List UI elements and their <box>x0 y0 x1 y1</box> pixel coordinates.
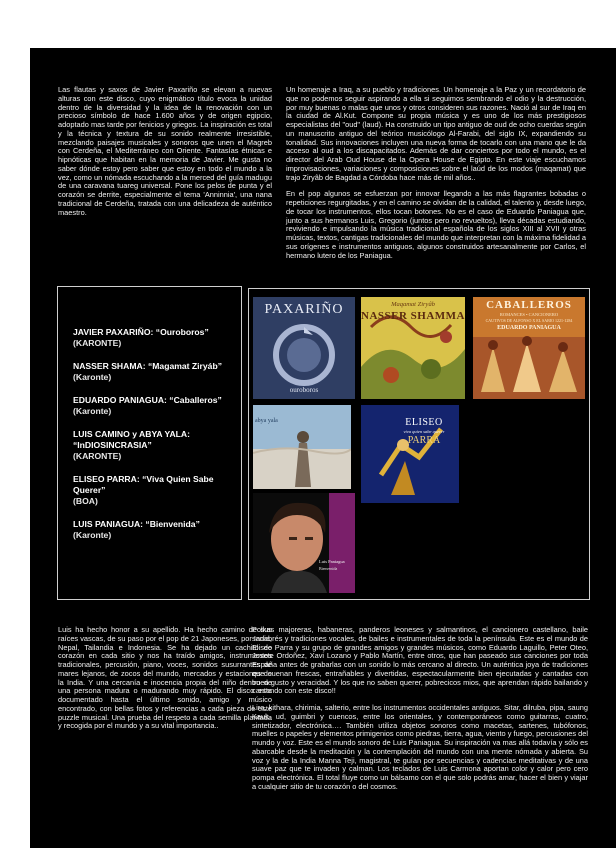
cover-eliseo-name: ELISEO <box>405 417 443 428</box>
review-paxarino-column <box>58 86 272 225</box>
release-item <box>73 361 229 383</box>
review-luis-paniagua-column <box>58 626 272 739</box>
cover-abya-yala-image <box>253 405 351 489</box>
cover-paxarino-subtitle: ouroboros <box>289 386 319 394</box>
cover-luis-name: Luis Paniagua <box>319 559 345 564</box>
review-luis-camino-text: Luis ha hecho honor a su apellido. Ha hecho camino de sus raíces vascas, de su paso por el pop de 21 Japoneses, por India, Nepal, Tailandia e Indonesia. Se ha dejado un cachito de corazón en cada sitio y nos ha traído amigos, instrumentos tradicionales, percusión, piano, voces, sonidos susurrantes de mares lejanos, de zocos del mundo, mercados y estaciones de la India. Y una cercanía e inocencia propia del niño dentro de una persona madura o madurando muy rápido. El disco esta documentado hasta el último sonido, amigo y músico encontrado, con bellas fotos y referencias a cada pieza de este puzzle musical. Una prueba del respeto a cada semilla plantada y recogida por el mundo y a su vital importancia.. <box>58 625 272 731</box>
cover-luis-paniagua-image <box>253 493 355 593</box>
release-artist: NASSER SHAMA: <box>73 361 148 371</box>
cover-caballeros-artist: EDUARDO PANIAGUA <box>497 325 561 331</box>
cover-paxarino-title: PAXARIÑO <box>264 302 344 317</box>
release-artist: ELISEO PARRA: <box>73 474 143 484</box>
cover-eliseo-parra-image <box>361 405 459 503</box>
release-title: “Bienvenida” <box>145 519 200 529</box>
release-title: “Ouroboros” <box>155 327 209 337</box>
release-label: (KARONTE) <box>73 451 122 461</box>
cover-abya-yala-title: abya yala <box>255 418 278 424</box>
release-label: (Karonte) <box>73 530 112 540</box>
cover-shamma-top: Maqamat Ziryâb <box>391 301 435 308</box>
review-shamma-text: Un homenaje a Iraq, a su pueblo y tradiciones. Un homenaje a la Paz y un recordatorio de que no podemos seguir aspirando a ella si seguimos sembrando el odio y la destrucción, por muy buenas o malas que unos y otros consideren sus razones. Nació al sur de Iraq en la ciudad de Al.Kut. Compone su propia música y es uno de los más prestigiosos especialistas del "oud" (laud). Ha construido un tipo antiguo de oud de ocho cuerdas según un manuscrito antiguo del teórico musicólogo Al-Farabi, del siglo IX, expandiendo su tonalidad. Sus innovaciones incluyen una nueva forma de tocarlo con una mano que le da acceso al oud a los discapacitados. Además de dar conciertos por todo el mundo, es el director del Arab Oud House de la Opera House de Egipto. En este viaje escuchamos improvisaciones, variaciones y composiciones sobre el laúd de los modos (maqamat) que trajo Ziryâb de Bagdad a Córdoba hace más de mil años.. <box>286 85 586 182</box>
release-item <box>73 395 229 417</box>
release-label: (Karonte) <box>73 372 112 382</box>
release-label: (KARONTE) <box>73 338 122 348</box>
release-artist: EDUARDO PANIAGUA: <box>73 395 170 405</box>
release-title: “InDIOSINCRASIA” <box>73 440 152 450</box>
review-column-eliseo-luis <box>252 626 588 800</box>
cover-paxarino-image <box>253 297 355 399</box>
review-paxarino-text: Las flautas y saxos de Javier Paxariño se elevan a nuevas alturas con este disco, cuyo enigmático título evoca la unidad dentro de la diversidad y la idea de la renovación con un precioso símbolo de hace 1.600 años y de origen egipcio, adoptado mas tarde por fenicios y griegos. La inspiración es total y la técnica y textura de su sonido realmente irresistible, mezclando paisajes musicales y sonoros que unen el Magreb con Cerdeña, el Mediterráneo con Oriente. Fantasías étnicas e hipnóticas que habitan en la memoria de Javier. Me gusta no saber dónde estoy pero saber que estoy en todo el mundo a la vez, como un nómada escuchando a la merced del guía madugu de una caravana tuareg universal. Pone los pelos de punta y el corazón se derrite, especialmente el tema 'Anninnia', una nana tradicional de Cerdeña, tratada con una delicadeza de auténtico maestro. <box>58 85 272 217</box>
cover-luis-title: Bienvenida <box>319 566 338 571</box>
release-artist: JAVIER PAXARIÑO: <box>73 327 156 337</box>
release-title: “Caballeros” <box>169 395 222 405</box>
release-artist: LUIS CAMINO y ABYA YALA: <box>73 429 190 439</box>
cover-eliseo-tag: viva quien sabe querer <box>403 429 445 434</box>
release-list-box <box>57 286 242 600</box>
cover-eliseo-surname: PARRA <box>407 435 441 446</box>
release-item <box>73 519 229 541</box>
cover-caballeros-title: CABALLEROS <box>486 299 572 311</box>
review-luis-paniagua-text: Lira, kithara, chirimia, salterio, entre los instrumentos occidentales antiguos. Sitar, dilruba, pipa, saung Kauk, ud, guimbri y cuencos, entre los orientales, y contemporáneos como guitarras, cuatro, sintetizador, electrónica…. También utiliza objetos sonoros como macetas, sartenes, tubófonos, muelles o papeles y elementos primigenios como piedras, tierra, agua, viento y fuego, percusiones del mundo y voz. Este es el mundo sonoro de Luis Paniagua. Su inspiración va mas allá todavía y sólo es abarcable desde la meditación y la contemplación del mundo con una mente nómada y abierta. Su voz y la de la India Manna Teji, magistral, te guían por secuencias y cadencias meditativas y de una suave paz que te invaden y calman. Los teclados de Luis Carmona aportan color y calor pero cero pompa electrónica. El total fluye como un bálsamo con el que solo podrás amar, hacer el bien y viajar a cualquier sitio de tu corazón o del cosmos. <box>252 703 588 791</box>
album-covers-box <box>248 288 590 600</box>
cover-caballeros-line2: CAUTIVOS DE ALFONSO X EL SABIO 1221-1284 <box>485 318 573 323</box>
review-column-shamma-paniagua <box>286 86 586 268</box>
release-label: (Karonte) <box>73 406 112 416</box>
magazine-page <box>30 48 616 848</box>
release-item <box>73 327 229 349</box>
cover-caballeros-line1: ROMANCES • CANCIONERO <box>499 312 559 317</box>
cover-luis-paniagua-art <box>253 493 355 593</box>
release-title: “Magamat Ziryáb” <box>147 361 222 371</box>
release-title: “Viva Quien Sabe Querer” <box>73 474 214 495</box>
release-item <box>73 429 229 462</box>
cover-shamma-title: NASSER SHAMMA <box>361 310 465 322</box>
release-artist: LUIS PANIAGUA: <box>73 519 146 529</box>
cover-shamma-image <box>361 297 465 399</box>
review-eliseo-parra-text: Polkas majoreras, habaneras, panderos leoneses y salmantinos, el cancionero castellano, baile sanabrés y tradiciones vocales, de bailes e instrumentales de toda la península. Este es el mundo de Eliseo Parra y su grupo de grandes amigos y grandes músicos, como Eduardo Laguillo, Peter Oteo, Josete Ordoñez, Xavi Lozano y Pablo Martín, entre otros, que han paseado sus canciones por toda España antes de grabarlas con un sonido lo más cercano al directo. Un auténtica joya de tradiciones que suenan frescas, entrañables y divertidas, espectacularmente bien ejecutadas y cantadas con buen gusto y veracidad. Y los que no saben querer, pobrecicos mios, que aprendan rápido bailando y cantando con este disco!! <box>252 625 588 696</box>
review-eduardo-paniagua-text: En el pop algunos se esfuerzan por innovar llegando a las más flagrantes bobadas o repeticiones regurgitadas, y en el camino se olvidan de la calidad, el talento y, desde luego, de tocar los instrumentos, ellos tocan botones. No es el caso de Eduardo Paniagua que, junto a sus hermanos Luis, Gregorio (juntos pero no revueltos), lleva décadas estudiando, reviviendo e impulsando la música tradicional española de los siglos XIII al XVII y otras músicas, textos, cantigas tradicionales del mundo que interpretan con la máxima fidelidad a sus orígenes e instrumentos antiguos, algunos construidos artesanalmente por Carlos, el hermano lutero de los Paniagua. <box>286 189 586 260</box>
release-item <box>73 474 229 507</box>
release-list <box>73 327 229 553</box>
cover-caballeros-image <box>473 297 585 399</box>
release-label: (BOA) <box>73 496 98 506</box>
